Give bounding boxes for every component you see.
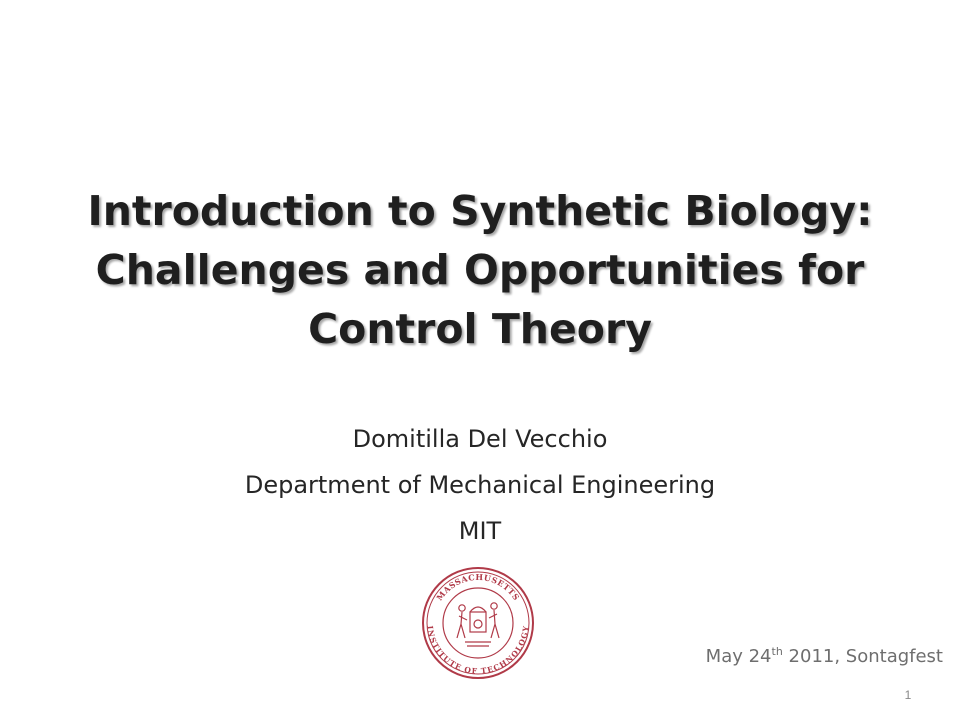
date-prefix: May 24 [705,646,772,667]
author-institution: MIT [458,517,502,545]
title-line-1: Introduction to Synthetic Biology: [87,187,873,235]
slide-title [60,182,900,359]
title-line-3: Control Theory [308,305,652,353]
date-suffix: 2011, Sontagfest [782,646,943,667]
title-line-2: Challenges and Opportunities for [95,246,865,294]
slide-number: 1 [904,688,912,702]
author-department: Department of Mechanical Engineering [244,471,716,499]
author-name: Domitilla Del Vecchio [352,425,608,453]
presentation-date [706,645,943,667]
date-superscript: th [771,645,783,658]
slide-subtitle [100,416,860,554]
mit-seal-logo [421,566,535,680]
seal-text-top: MASSACHUSETTS [434,571,522,603]
seal-text-bottom: INSTITUTE OF TECHNOLOGY [425,625,531,676]
